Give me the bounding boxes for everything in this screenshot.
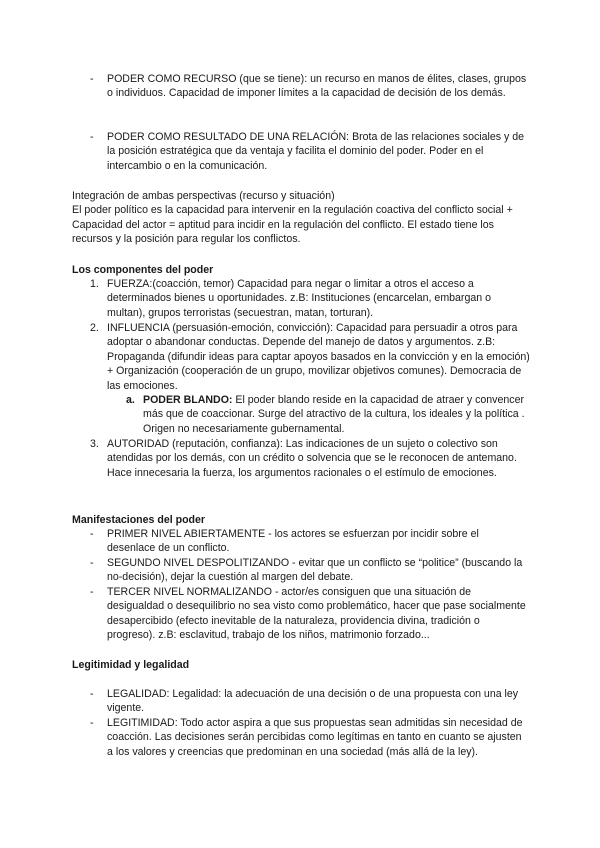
section-heading-legitimacy: Legitimidad y legalidad bbox=[72, 659, 190, 671]
list-item bbox=[90, 716, 530, 759]
list-item-text: LEGALIDAD: Legalidad: la adecuación de una decisión o de una propuesta con una ley vigente. bbox=[107, 688, 519, 715]
list-number: 2. bbox=[90, 322, 99, 334]
poder-blando-label: PODER BLANDO: bbox=[143, 394, 233, 406]
list-item bbox=[90, 687, 530, 716]
section-heading-manifestations: Manifestaciones del poder bbox=[72, 514, 206, 526]
sub-list-letter: a. bbox=[126, 394, 135, 406]
bullet-marker: - bbox=[90, 688, 94, 700]
integration-section bbox=[72, 189, 532, 247]
sub-list-item-text bbox=[143, 393, 530, 436]
list-item bbox=[90, 556, 530, 585]
list-item bbox=[90, 72, 530, 101]
bullet-marker: - bbox=[90, 73, 94, 85]
list-item bbox=[90, 321, 530, 393]
list-number: 1. bbox=[90, 278, 99, 290]
list-item bbox=[90, 437, 530, 480]
section-heading-components: Los componentes del poder bbox=[72, 264, 214, 276]
integration-text: El poder político es la capacidad para intervenir en la regulación coactiva del conflicto social + Capacidad del actor = aptitud para incidir en la regulación del conflicto. El estado tiene los recursos y la posición para regular los conflictos. bbox=[72, 204, 513, 246]
list-item-text: INFLUENCIA (persuasión-emoción, convicción): Capacidad para persuadir a otros para adoptar o abandonar conductas. Depende del manejo de datos y argumentos. z.B: Propaganda (difundir ideas para captar apoyos basados en la convicción y en la emoción) + Organización (cooperación de un grupo, movilizar objetivos comunes). Democracia de las emociones. bbox=[107, 322, 530, 392]
list-number: 3. bbox=[90, 438, 99, 450]
list-item-text: LEGITIMIDAD: Todo actor aspira a que sus propuestas sean admitidas sin necesidad de coacción. Las decisiones serán percibidas como legítimas en tanto en cuanto se ajusten a los valores y creencias que predominan en una sociedad (más allá de la ley). bbox=[107, 717, 523, 758]
list-item bbox=[90, 130, 530, 173]
poder-blando-text: El poder blando reside en la capacidad de atraer y convencer más que de coaccionar. Surge del atractivo de la cultura, los ideales y la política . Origen no necesariamente gubernamental. bbox=[143, 394, 525, 435]
bullet-marker: - bbox=[90, 717, 94, 729]
list-item-text: SEGUNDO NIVEL DESPOLITIZANDO - evitar que un conflicto se “politice” (buscando la no-decisión), dejar la cuestión al margen del debate. bbox=[107, 557, 523, 584]
list-item-text: PRIMER NIVEL ABIERTAMENTE - los actores se esfuerzan por incidir sobre el desenlace de un conflicto. bbox=[107, 528, 479, 555]
list-item-text: TERCER NIVEL NORMALIZANDO - actor/es consiguen que una situación de desigualdad o desequilibrio no sea visto como problemático, hacer que pase socialmente desapercibido (efecto inevitable de la naturaleza, providencia divina, tradición o progreso). z.B: esclavitud, trabajo de los niños, matrimonio forzado... bbox=[107, 586, 526, 642]
bullet-marker: - bbox=[90, 131, 94, 143]
bullet-marker: - bbox=[90, 586, 94, 598]
integration-title: Integración de ambas perspectivas (recurso y situación) bbox=[72, 190, 335, 202]
bullet-marker: - bbox=[90, 557, 94, 569]
list-item-text: AUTORIDAD (reputación, confianza): Las indicaciones de un sujeto o colectivo son atendidas por los demás, con un crédito o solvencia que se le reconocen de antemano. Hace innecesaria la fuerza, los argumentos racionales o el estímulo de emociones. bbox=[107, 438, 517, 479]
list-item-text: PODER COMO RESULTADO DE UNA RELACIÓN: Brota de las relaciones sociales y de la posición estratégica que da ventaja y facilita el dominio del poder. Poder en el intercambio o en la comunicación. bbox=[107, 131, 525, 172]
sub-list-item bbox=[126, 393, 530, 436]
list-item-text: PODER COMO RECURSO (que se tiene): un recurso en manos de élites, clases, grupos o individuos. Capacidad de imponer límites a la capacidad de decisión de los demás. bbox=[107, 73, 527, 100]
bullet-marker: - bbox=[90, 528, 94, 540]
list-item bbox=[90, 277, 530, 320]
list-item bbox=[90, 585, 530, 643]
list-item bbox=[90, 527, 530, 556]
list-item-text: FUERZA:(coacción, temor) Capacidad para negar o limitar a otros el acceso a determinados bienes u oportunidades. z.B: Instituciones (encarcelan, embargan o multan), grupos terroristas (secuestran, matan, torturan). bbox=[107, 278, 491, 319]
